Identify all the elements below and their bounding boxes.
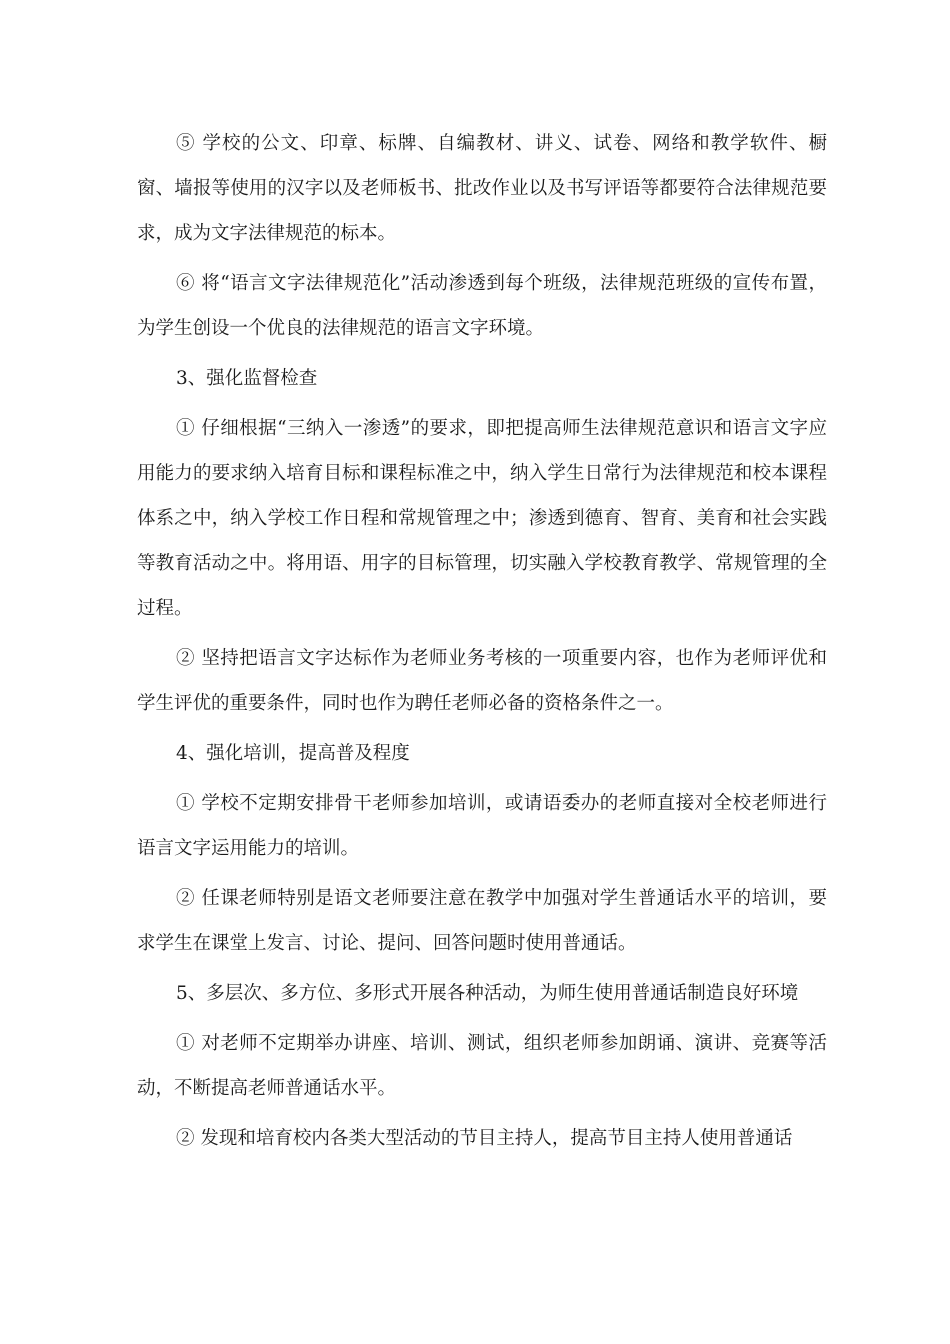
paragraph-5-1: ① 对老师不定期举办讲座、培训、测试，组织老师参加朗诵、演讲、竞赛等活动，不断提高老师普通话水平。 [137,1033,827,1099]
paragraph-item-6: ⑥ 将“语言文字法律规范化”活动渗透到每个班级，法律规范班级的宣传布置，为学生创设一个优良的法律规范的语言文字环境。 [137,273,827,339]
paragraph-3-1: ① 仔细根据“三纳入一渗透”的要求，即把提高师生法律规范意识和语言文字应用能力的要求纳入培育目标和课程标准之中，纳入学生日常行为法律规范和校本课程体系之中，纳入学校工作日程和常规管理之中；渗透到德育、智育、美育和社会实践等教育活动之中。将用语、用字的目标管理，切实融入学校教育教学、常规管理的全过程。 [137,418,827,619]
paragraph-3-2: ② 坚持把语言文字达标作为老师业务考核的一项重要内容，也作为老师评优和学生评优的重要条件，同时也作为聘任老师必备的资格条件之一。 [137,648,827,714]
document-body [137,121,827,1166]
paragraph-item-5: ⑤ 学校的公文、印章、标牌、自编教材、讲义、试卷、网络和教学软件、橱窗、墙报等使用的汉字以及老师板书、批改作业以及书写评语等都要符合法律规范要求，成为文字法律规范的标本。 [137,133,827,244]
paragraph-5-2: ② 发现和培育校内各类大型活动的节目主持人，提高节目主持人使用普通话 [176,1128,793,1149]
section-heading-4: 4、强化培训，提高普及程度 [176,743,410,764]
paragraph-4-1: ① 学校不定期安排骨干老师参加培训，或请语委办的老师直接对全校老师进行语言文字运用能力的培训。 [137,793,827,859]
paragraph-4-2: ② 任课老师特别是语文老师要注意在教学中加强对学生普通话水平的培训，要求学生在课堂上发言、讨论、提问、回答问题时使用普通话。 [137,888,827,954]
section-heading-5: 5、多层次、多方位、多形式开展各种活动，为师生使用普通话制造良好环境 [176,983,799,1004]
section-heading-3: 3、强化监督检查 [176,368,318,389]
